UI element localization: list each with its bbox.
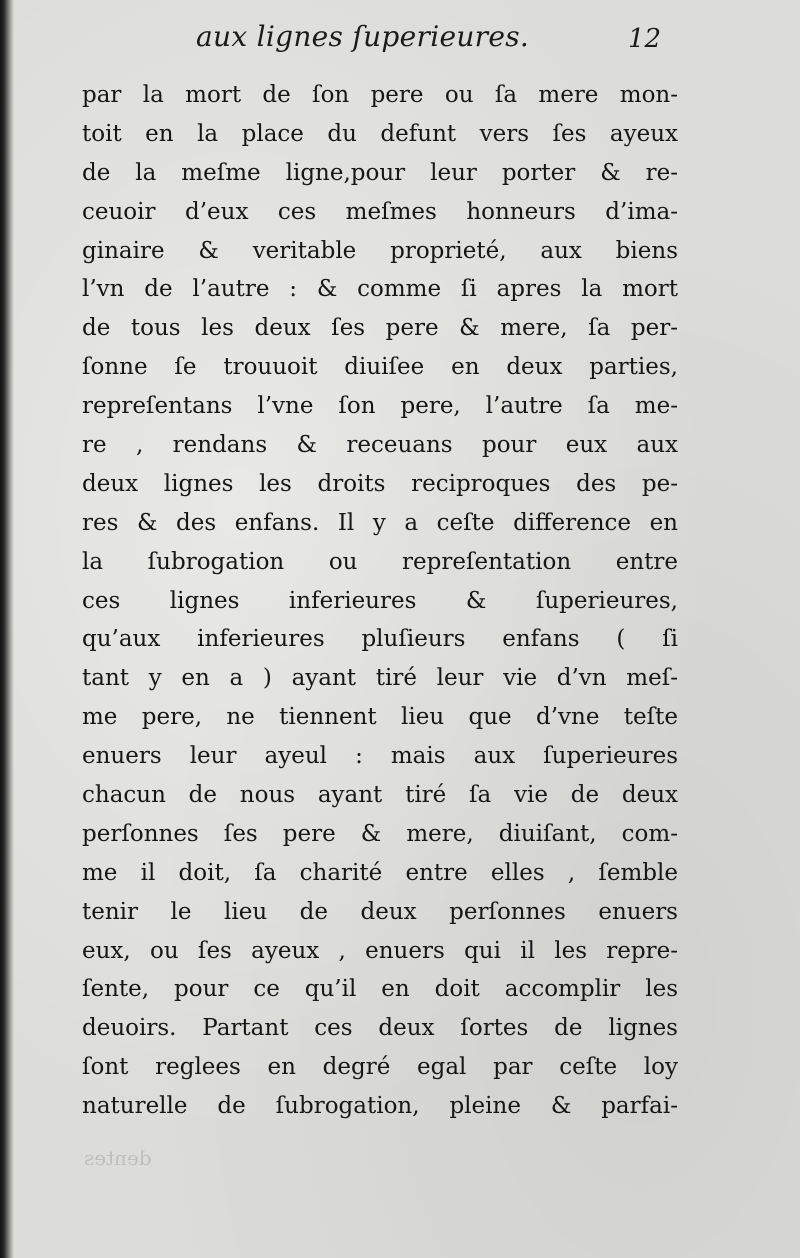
text-line: tenir le lieu de deux perſonnes enuers [82, 898, 678, 925]
text-line: me il doit, ſa charité entre elles , ſemble [82, 859, 678, 886]
running-title: aux lignes ſuperieures. [196, 20, 530, 53]
text-line: ſente, pour ce qu’il en doit accomplir les [82, 976, 678, 1003]
text-line: res & des enfans. Il y a ceſte difference en [82, 509, 678, 536]
text-line: de la meſme ligne,pour leur porter & re- [82, 159, 678, 186]
text-line: eux, ou ſes ayeux , enuers qui il les repre- [82, 937, 678, 964]
body-text [82, 76, 678, 1126]
text-line: naturelle de ſubrogation, pleine & parfai- [82, 1093, 678, 1120]
text-line: chacun de nous ayant tiré ſa vie de deux [82, 782, 678, 809]
text-line: toit en la place du defunt vers ſes ayeux [82, 120, 678, 147]
text-line: perſonnes ſes pere & mere, diuiſant, com- [82, 820, 678, 847]
text-line: ceuoir d’eux ces meſmes honneurs d’ima- [82, 198, 678, 225]
text-line: re , rendans & receuans pour eux aux [82, 432, 678, 459]
text-line: enuers leur ayeul : mais aux ſuperieures [82, 743, 678, 770]
text-line: me pere, ne tiennent lieu que d’vne teſte [82, 704, 678, 731]
text-line: deux lignes les droits reciproques des pe- [82, 470, 678, 497]
text-line: ces lignes inferieures & ſuperieures, [82, 587, 678, 614]
text-line: repreſentans l’vne ſon pere, l’autre ſa me- [82, 393, 678, 420]
text-line: deuoirs. Partant ces deux ſortes de lignes [82, 1015, 678, 1042]
text-line: ſont reglees en degré egal par ceſte loy [82, 1054, 678, 1081]
text-line: tant y en a ) ayant tiré leur vie d’vn meſ- [82, 665, 678, 692]
bleed-through-text: dentes [84, 1146, 152, 1170]
text-line: la ſubrogation ou repreſentation entre [82, 548, 678, 575]
text-line: l’vn de l’autre : & comme ſi apres la mort [82, 276, 678, 303]
text-line: de tous les deux ſes pere & mere, ſa per- [82, 315, 678, 342]
text-line: par la mort de ſon pere ou ſa mere mon- [82, 82, 678, 108]
page-gutter-shadow [0, 0, 14, 1258]
text-line: ginaire & veritable proprieté, aux biens [82, 237, 678, 264]
page-number: 12 [628, 24, 662, 54]
text-line: qu’aux inferieures pluſieurs enfans ( ſi [82, 626, 678, 653]
text-line: ſonne ſe trouuoit diuiſee en deux parties, [82, 354, 678, 381]
